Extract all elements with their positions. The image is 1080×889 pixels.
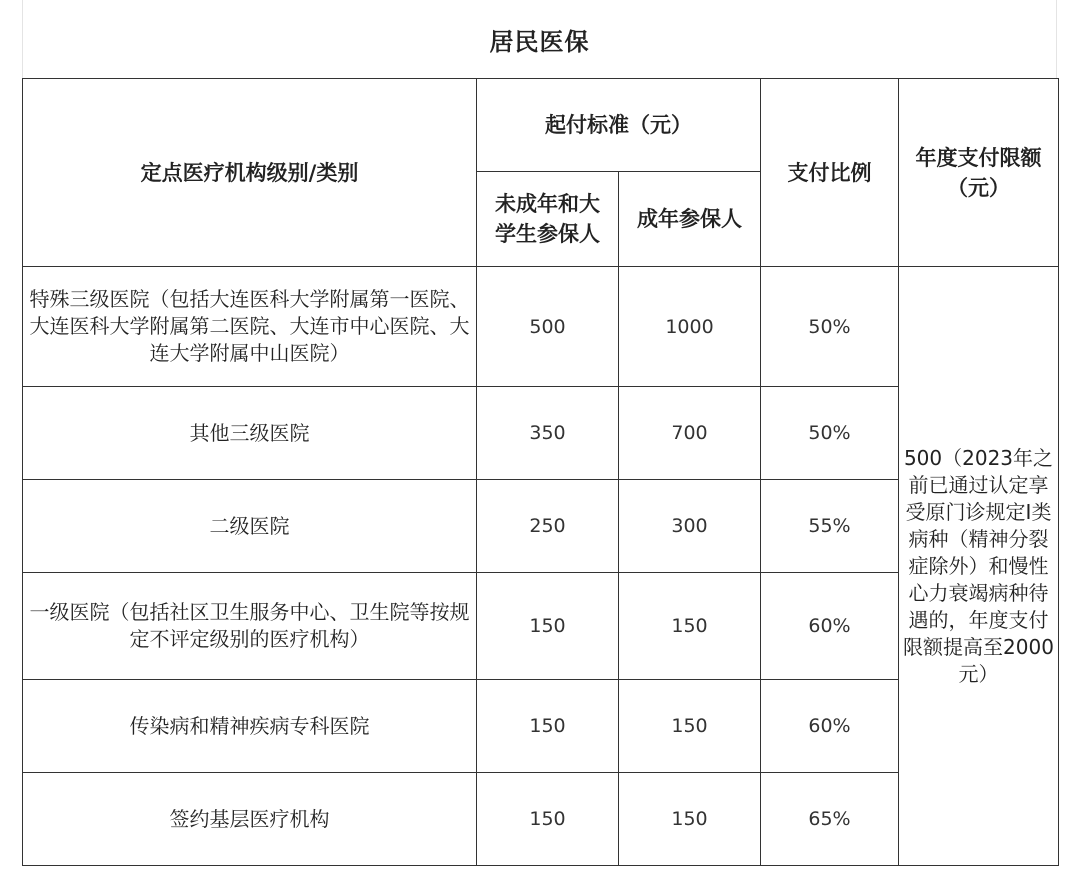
annual-limit-note: 500（2023年之前已通过认定享受原门诊规定Ⅰ类病种（精神分裂症除外）和慢性心力衰竭病种待遇的，年度支付限额提高至2000元） bbox=[899, 267, 1059, 866]
row-institution: 签约基层医疗机构 bbox=[23, 773, 477, 866]
row-minor-deductible: 150 bbox=[477, 773, 619, 866]
row-ratio: 60% bbox=[761, 573, 899, 680]
row-minor-deductible: 250 bbox=[477, 480, 619, 573]
header-minor-students: 未成年和大学生参保人 bbox=[477, 172, 619, 267]
row-ratio: 50% bbox=[761, 387, 899, 480]
row-ratio: 60% bbox=[761, 680, 899, 773]
row-minor-deductible: 150 bbox=[477, 573, 619, 680]
row-ratio: 50% bbox=[761, 267, 899, 387]
header-institution: 定点医疗机构级别/类别 bbox=[23, 79, 477, 267]
row-adult-deductible: 300 bbox=[619, 480, 761, 573]
row-institution: 一级医院（包括社区卫生服务中心、卫生院等按规定不评定级别的医疗机构） bbox=[23, 573, 477, 680]
header-ratio: 支付比例 bbox=[761, 79, 899, 267]
row-adult-deductible: 150 bbox=[619, 680, 761, 773]
row-minor-deductible: 500 bbox=[477, 267, 619, 387]
row-minor-deductible: 350 bbox=[477, 387, 619, 480]
table-row bbox=[23, 267, 1059, 387]
row-adult-deductible: 700 bbox=[619, 387, 761, 480]
header-annual-limit: 年度支付限额（元） bbox=[899, 79, 1059, 267]
header-adults: 成年参保人 bbox=[619, 172, 761, 267]
row-institution: 传染病和精神疾病专科医院 bbox=[23, 680, 477, 773]
insurance-table bbox=[22, 78, 1059, 866]
row-adult-deductible: 150 bbox=[619, 773, 761, 866]
row-ratio: 55% bbox=[761, 480, 899, 573]
header-deductible: 起付标准（元） bbox=[477, 79, 761, 172]
row-adult-deductible: 1000 bbox=[619, 267, 761, 387]
row-institution: 二级医院 bbox=[23, 480, 477, 573]
row-adult-deductible: 150 bbox=[619, 573, 761, 680]
row-ratio: 65% bbox=[761, 773, 899, 866]
row-institution: 其他三级医院 bbox=[23, 387, 477, 480]
row-minor-deductible: 150 bbox=[477, 680, 619, 773]
row-institution: 特殊三级医院（包括大连医科大学附属第一医院、大连医科大学附属第二医院、大连市中心医院、大连大学附属中山医院） bbox=[23, 267, 477, 387]
table-title: 居民医保 bbox=[22, 0, 1057, 78]
